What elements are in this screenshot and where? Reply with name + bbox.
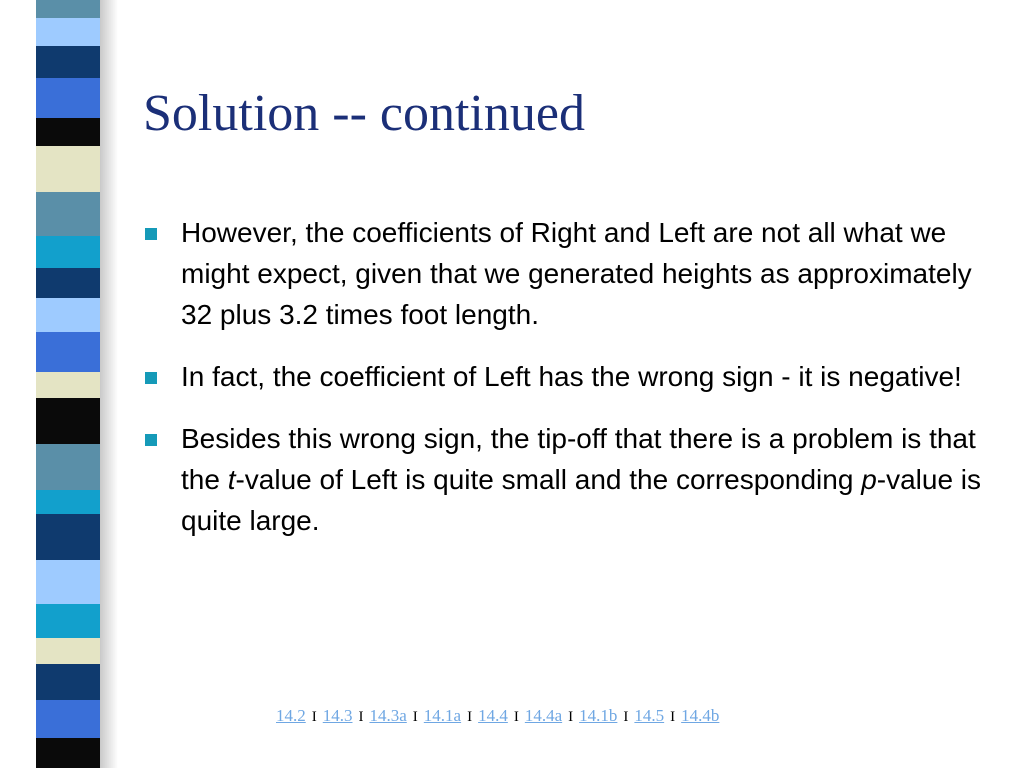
nav-link[interactable]: 14.3a <box>369 706 407 725</box>
nav-separator: I <box>670 709 676 725</box>
strip-band <box>36 268 100 299</box>
italic-variable: p <box>861 464 877 495</box>
strip-band <box>36 560 100 605</box>
bullet-list <box>142 212 1002 562</box>
strip-band <box>36 664 100 701</box>
strip-band <box>36 78 100 119</box>
strip-shadow <box>100 0 118 768</box>
nav-link[interactable]: 14.3 <box>322 706 353 725</box>
nav-separator: I <box>623 709 629 725</box>
strip-band <box>36 604 100 639</box>
nav-separator: I <box>358 709 364 725</box>
strip-band <box>36 490 100 515</box>
strip-band <box>36 738 100 768</box>
slide-title: Solution -- continued <box>143 85 585 142</box>
nav-separator: I <box>568 709 574 725</box>
bullet-text <box>181 212 1002 335</box>
bullet-text <box>181 356 1002 397</box>
strip-band <box>36 146 100 193</box>
strip-band <box>36 514 100 561</box>
strip-band <box>36 398 100 445</box>
nav-link[interactable]: 14.4a <box>524 706 563 725</box>
square-bullet-icon <box>145 372 157 384</box>
bullet-item <box>142 356 1002 397</box>
strip-band <box>36 118 100 147</box>
nav-link[interactable]: 14.1a <box>423 706 462 725</box>
strip-band <box>36 638 100 665</box>
nav-separator: I <box>311 709 317 725</box>
text-run: In fact, the coefficient of Left has the wrong sign - it is negative! <box>181 361 962 392</box>
bullet-item <box>142 212 1002 335</box>
text-run: -value of Left is quite small and the corresponding <box>235 464 862 495</box>
text-run: Besides this wrong sign, the tip-off that there is a problem is that the <box>181 423 976 495</box>
strip-band <box>36 46 100 79</box>
nav-link[interactable]: 14.4 <box>478 706 508 725</box>
nav-separator: I <box>467 709 473 725</box>
square-bullet-icon <box>145 228 157 240</box>
italic-variable: t <box>227 464 236 495</box>
strip-band <box>36 332 100 373</box>
strip-band <box>36 444 100 491</box>
nav-link[interactable]: 14.2 <box>276 706 306 725</box>
nav-link[interactable]: 14.1b <box>579 706 618 725</box>
nav-separator: I <box>513 709 519 725</box>
bullet-item <box>142 418 1002 541</box>
strip-band <box>36 18 100 47</box>
decorative-color-strip <box>36 0 100 768</box>
text-run: However, the coefficients of Right and Left are not all what we might expect, given that we generated heights as approximately 32 plus 3.2 times foot length. <box>181 217 972 330</box>
strip-band <box>36 0 100 19</box>
strip-band <box>36 192 100 237</box>
strip-band <box>36 298 100 333</box>
strip-band <box>36 700 100 739</box>
nav-link[interactable]: 14.5 <box>634 706 665 725</box>
bullet-text <box>181 418 1002 541</box>
square-bullet-icon <box>145 434 157 446</box>
text-run: -value is quite large. <box>181 464 982 536</box>
slide-navigation <box>276 706 719 726</box>
nav-link[interactable]: 14.4b <box>681 706 720 725</box>
strip-band <box>36 236 100 269</box>
nav-separator: I <box>412 709 418 725</box>
strip-band <box>36 372 100 399</box>
